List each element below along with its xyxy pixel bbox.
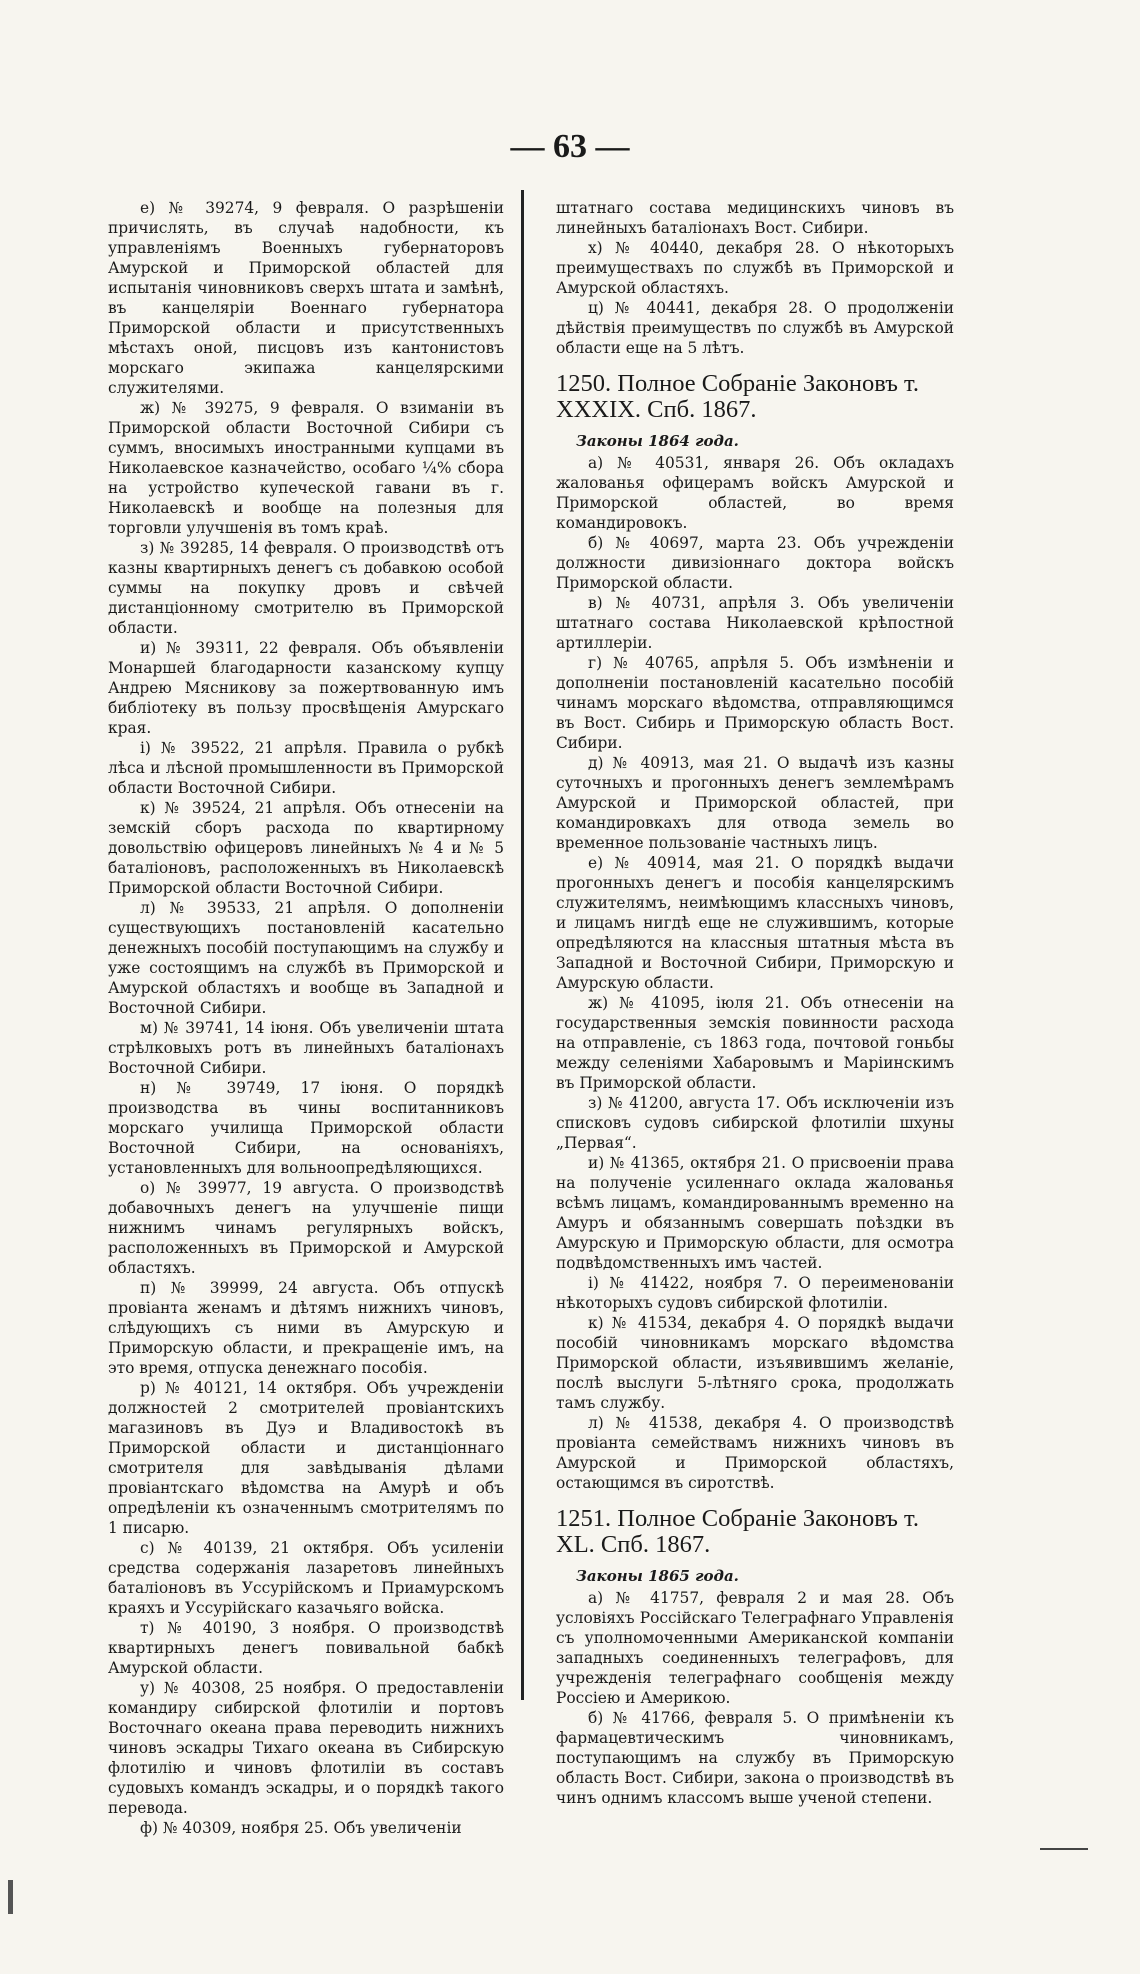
list-item: е) № 39274, 9 февраля. О разрѣшенiи причислять, въ случаѣ надобности, къ управленiямъ Военныхъ губернаторовъ Амурской и Приморской областей для испытанiя чиновниковъ сверхъ штата и замѣнѣ, въ канцелярiи Военнаго губернатора Приморской области и присутственныхъ мѣстахъ оной, писцовъ изъ кантонистовъ морскаго экипажа канцелярскими служителями. [108,199,504,397]
list-item: а) № 41757, февраля 2 и мая 28. Объ условiяхъ Россiйскаго Телеграфнаго Управленiя съ уполномоченными Американской компанiи западныхъ соединенныхъ телеграфовъ, для учрежденiя телеграфнаго сообщенiя между Россiею и Америкою. [556,1589,954,1707]
list-item: л) № 39533, 21 апрѣля. О дополненiи существующихъ постановленiй касательно денежныхъ пособiй поступающимъ на службу и уже состоящимъ на службѣ въ Приморской и Амурской областяхъ и вообще въ Западной и Восточной Сибири. [108,899,504,1017]
page-number: — 63 — [510,128,630,165]
list-item: ж) № 41095, iюля 21. Объ отнесенiи на государственныя земскiя повинности расхода на отправленiе, съ 1863 года, почтовой гоньбы между селенiями Хабаровымъ и Марiинскимъ въ Приморской области. [556,994,954,1092]
list-item: г) № 40765, апрѣля 5. Объ измѣненiи и дополненiи постановленiй касательно пособiй чинамъ морскаго вѣдомства, отправляющимся въ Вост. Сибирь и Приморскую область Вост. Сибири. [556,654,954,752]
section-subheading: Законы 1864 года. [576,432,739,450]
list-item: з) № 39285, 14 февраля. О производствѣ отъ казны квартирныхъ денегъ съ добавкою особой суммы на покупку дровъ и свѣчей дистанцiонному смотрителю въ Приморской области. [108,539,504,637]
scan-mark [1040,1848,1088,1850]
list-item: ж) № 39275, 9 февраля. О взиманiи въ Приморской области Восточной Сибири съ суммъ, вносимыхъ иностранными купцами въ Николаевское казначейство, особаго ¼% сбора на устройство купеческой гавани въ г. Николаевскѣ и вообще на полезныя для торговли улучшенiя въ томъ краѣ. [108,399,504,537]
column-divider [521,190,524,1700]
list-item: р) № 40121, 14 октября. Объ учрежденiи должностей 2 смотрителей провiантскихъ магазиновъ въ Дуэ и Владивостокѣ въ Приморской области и дистанцiоннаго смотрителя для завѣдыванiя дѣлами провiантскаго вѣдомства на Амурѣ и объ опредѣленiи къ означеннымъ смотрителямъ по 1 писарю. [108,1379,504,1537]
list-item: т) № 40190, 3 ноября. О производствѣ квартирныхъ денегъ повивальной бабкѣ Амурской области. [108,1619,504,1677]
section-heading: 1250. Полное Собранiе Законовъ т. XXXIX. Спб. 1867. [556,370,920,423]
list-item: н) № 39749, 17 iюня. О порядкѣ производства въ чины воспитанниковъ морскаго училища Приморской области Восточной Сибири, на основанiяхъ, установленныхъ для вольноопредѣляющихся. [108,1079,504,1177]
list-item: д) № 40913, мая 21. О выдачѣ изъ казны суточныхъ и прогонныхъ денегъ землемѣрамъ Амурской и Приморской областей, при командировкахъ для отвода земель во временное пользованiе частныхъ лицъ. [556,754,954,852]
section-heading: 1251. Полное Собранiе Законовъ т. XL. Спб. 1867. [556,1505,920,1558]
list-item: б) № 41766, февраля 5. О примѣненiи къ фармацевтическимъ чиновникамъ, поступающимъ на службу въ Приморскую область Вост. Сибири, закона о производствѣ въ чинъ однимъ классомъ выше ученой степени. [556,1709,954,1807]
list-item: м) № 39741, 14 iюня. Объ увеличенiи штата стрѣлковыхъ ротъ въ линейныхъ баталiонахъ Восточной Сибири. [108,1019,504,1077]
right-column [556,198,954,1808]
list-item: о) № 39977, 19 августа. О производствѣ добавочныхъ денегъ на улучшенiе пищи нижнимъ чинамъ регулярныхъ войскъ, расположенныхъ въ Приморской и Амурской областяхъ. [108,1179,504,1277]
list-item: ф) № 40309, ноября 25. Объ увеличенiи [140,1819,462,1837]
list-item: и) № 41365, октября 21. О присвоенiи права на полученiе усиленнаго оклада жалованья всѣмъ лицамъ, командированнымъ временно на Амуръ и обязаннымъ совершать поѣздки въ Амурскую и Приморскую области, для осмотра подвѣдомственныхъ имъ частей. [556,1154,954,1272]
list-item: и) № 39311, 22 февраля. Объ объявленiи Монаршей благодарности казанскому купцу Андрею Мясникову за пожертвованную имъ библiотеку въ пользу просвѣщенiя Амурскаго края. [108,639,504,737]
list-item: б) № 40697, марта 23. Объ учрежденiи должности дивизiоннаго доктора войскъ Приморской области. [556,534,954,592]
scan-mark [8,1880,13,1914]
left-column [108,198,504,1838]
list-item: в) № 40731, апрѣля 3. Объ увеличенiи штатнаго состава Николаевской крѣпостной артиллерiи. [556,594,954,652]
list-item: а) № 40531, января 26. Объ окладахъ жалованья офицерамъ войскъ Амурской и Приморской областей, во время командировокъ. [556,454,954,532]
section-subheading: Законы 1865 года. [576,1567,739,1585]
list-item: і) № 41422, ноября 7. О переименованiи нѣкоторыхъ судовъ сибирской флотилiи. [556,1274,954,1312]
list-item: к) № 39524, 21 апрѣля. Объ отнесенiи на земскiй сборъ расхода по квартирному довольствiю офицеровъ линейныхъ № 4 и № 5 баталiоновъ, расположенныхъ въ Николаевскѣ Приморской области Восточной Сибири. [108,799,504,897]
list-item: ц) № 40441, декабря 28. О продолженiи дѣйствiя преимуществъ по службѣ въ Амурской области еще на 5 лѣтъ. [556,299,954,357]
list-item: штатнаго состава медицинскихъ чиновъ въ линейныхъ баталiонахъ Вост. Сибири. [556,199,954,237]
list-item: е) № 40914, мая 21. О порядкѣ выдачи прогонныхъ денегъ и пособiя канцелярскимъ служителямъ, неимѣющимъ классныхъ чиновъ, и лицамъ нигдѣ еще не служившимъ, которые опредѣляются на классныя штатныя мѣста въ Западной и Восточной Сибири, Приморскую и Амурскую области. [556,854,954,992]
list-item: п) № 39999, 24 августа. Объ отпускѣ провiанта женамъ и дѣтямъ нижнихъ чиновъ, слѣдующихъ съ ними въ Амурскую и Приморскую области, и прекращенiе имъ, на это время, отпуска денежнаго пособiя. [108,1279,504,1377]
list-item: х) № 40440, декабря 28. О нѣкоторыхъ преимуществахъ по службѣ въ Приморской и Амурской областяхъ. [556,239,954,297]
list-item: у) № 40308, 25 ноября. О предоставленiи командиру сибирской флотилiи и портовъ Восточнаго океана права переводить нижнихъ чиновъ эскадры Тихаго океана въ Сибирскую флотилiю и чиновъ флотилiи въ составъ судовыхъ командъ эскадры, и о порядкѣ такого перевода. [108,1679,504,1817]
list-item: с) № 40139, 21 октября. Объ усиленiи средства содержанiя лазаретовъ линейныхъ баталiоновъ въ Уссурiйскомъ и Приамурскомъ краяхъ и Уссурiйскаго казачьяго войска. [108,1539,504,1617]
list-item: з) № 41200, августа 17. Объ исключенiи изъ списковъ судовъ сибирской флотилiи шхуны „Первая“. [556,1094,954,1152]
list-item: л) № 41538, декабря 4. О производствѣ провiанта семействамъ нижнихъ чиновъ въ Амурской и Приморской областяхъ, остающимся въ сиротствѣ. [556,1414,954,1492]
list-item: і) № 39522, 21 апрѣля. Правила о рубкѣ лѣса и лѣсной промышленности въ Приморской области Восточной Сибири. [108,739,504,797]
list-item: к) № 41534, декабря 4. О порядкѣ выдачи пособiй чиновникамъ морскаго вѣдомства Приморской области, изъявившимъ желанiе, послѣ выслуги 5-лѣтняго срока, продолжать тамъ службу. [556,1314,954,1412]
